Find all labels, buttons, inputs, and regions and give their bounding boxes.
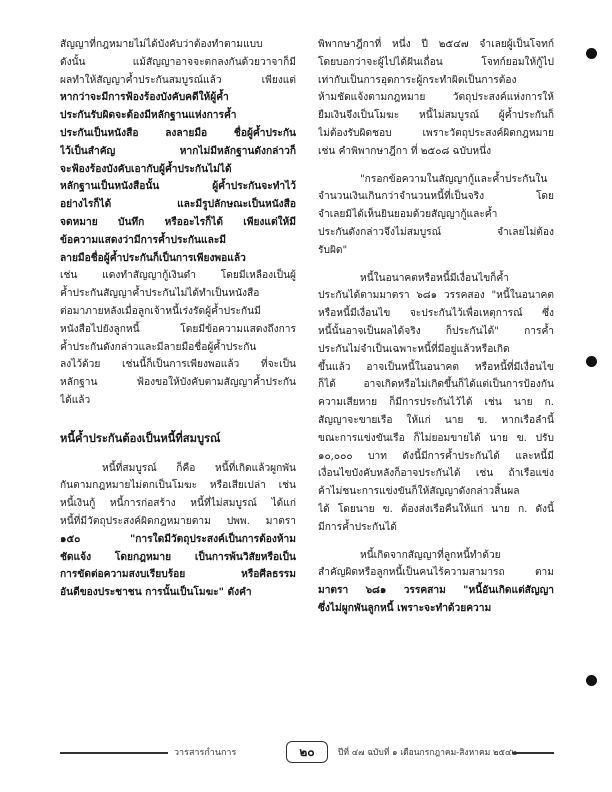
text-line: รับผิด" [318, 244, 348, 256]
text-line: สัญญาที่กฎหมายไม่ได้บังคับว่าต้องทำตามแบบ [60, 39, 263, 50]
text-line: จำเลยมิได้เห็นยินยอมด้วยสัญญากู้และค้ำ [318, 209, 498, 221]
journal-name: วารสารกำนการ [174, 748, 237, 758]
text-line: หรือหนี้มีเงื่อนไข จะประกันไว้เพื่อเหตุการณ์ ซึ่ง [318, 308, 554, 320]
text-line: เท่ากับเป็นการอุดการะผู้กระทำผิดเป็นการต้อง [318, 74, 517, 86]
text-line: ลงไว้ด้วย เช่นนี้ก็เป็นการเพียงพอแล้ว ที่จะเป็น [60, 359, 296, 371]
text-line: ประกันเป็นหนังสือ ลงลายมือ ชื่อผู้ค้ำประกัน [60, 126, 296, 139]
text-line: ผลทำให้สัญญาค้ำประกันสมบูรณ์แล้ว เพียงแต่ [60, 74, 296, 86]
quoted-judgment [318, 171, 554, 260]
binder-hole-marker [586, 675, 597, 686]
text-line: หนี้ที่มีวัตถุประสงค์ผิดกฎหมายตาม ปพพ. มาตรา [60, 515, 296, 527]
issue-info: ปีที่ ๔๗ ฉบับที่ ๑ เดือนกรกฎาคม-สิงหาคม ๒๕๔๒ [338, 748, 518, 758]
right-paragraph-3 [318, 547, 554, 618]
text-line: เช่น คำพิพากษาฎีกา ที่ ๒๕๐๘ ฉบับหนึ่ง [318, 145, 492, 157]
left-paragraph-2 [60, 460, 296, 602]
text-line: "กรอกข้อความในสัญญากู้และค้ำประกันใน [360, 173, 548, 185]
text-line: ประกันไม่จำเป็นเฉพาะหนี้ที่มีอยู่แล้วหรือเกิด [318, 343, 510, 355]
right-paragraph-1 [318, 36, 554, 161]
text-line: ไว้เป็นสำคัญ หากไม่มีหลักฐานดังกล่าวก็ [60, 144, 296, 157]
text-line: ประกันได้ตามมาตรา ๖๘๑ วรรคสอง "หนี้ในอนาคต [318, 290, 554, 302]
text-line: ลายมือชื่อผู้ค้ำประกันก็เป็นการเพียงพอแล้ว [60, 251, 246, 264]
text-line: หนี้ที่สมบูรณ์ ก็คือ หนี้ที่เกิดแล้วผูกพัน [102, 462, 296, 474]
text-line: ความเสียหาย ก็มีการประกันไว้ได้ เช่น นาย ก. [318, 397, 554, 409]
text-line: เช่น แดงทำสัญญากู้เงินดำ โดยมีเหลืองเป็นผู้ [60, 270, 296, 282]
text-line: ค้ำประกันดังกล่าวและมีลายมือชื่อผู้ค้ำประกัน [60, 341, 257, 353]
text-line: มีการค้ำประกันได้ [318, 521, 397, 533]
text-line: สำคัญผิดหรือลูกหนี้เป็นคนไร้ความสามารถ ตาม [318, 567, 554, 579]
text-line: ไม่ต้องรับผิดชอบ เพราะวัตถุประสงค์ผิดกฎหมาย [318, 127, 554, 139]
text-line: เงื่อนไขบังคับหลังก็อาจประกันได้ เช่น ถ้าเรือแข่ง [318, 468, 554, 480]
text-line: จำนวนเงินเกินกว่าจำนวนหนี้ที่เป็นจริง โดย [318, 191, 554, 203]
paragraph-gap [318, 161, 554, 171]
text-line: หนี้เงินกู้ หนี้การก่อสร้าง หนี้ที่ไม่สมบูรณ์ ได้แก่ [60, 498, 296, 510]
text-line: ได้แล้ว [60, 394, 91, 406]
text-line: ประกันดังกล่าวจึงไม่สมบูรณ์ จำเลยไม่ต้อง [318, 226, 554, 238]
binder-hole-marker [586, 356, 597, 367]
text-line: ก็ได้ อาจเกิดหรือไม่เกิดขึ้นก็ได้แต่เป็นการป้องกัน [318, 379, 554, 391]
left-paragraph-1 [60, 36, 296, 410]
text-line: อันดีของประชาชน การนั้นเป็นโมฆะ" ดังคำ [60, 586, 252, 599]
text-line: สัญญาจะขายเรือ ให้แก่ นาย ข. หากเรือลำนี้ [318, 414, 554, 426]
text-line: ยืมเงินจึงเป็นโมฆะ หนี้ไม่สมบูรณ์ ผู้ค้ำประกันก็ [318, 110, 554, 122]
text-line: จะฟ้องร้องบังคับเอากับผู้ค้ำประกันไม่ได้ [60, 162, 232, 175]
paragraph-gap [318, 260, 554, 270]
text-line: ได้ โดยนาย ข. ต้องส่งเรือคืนให้แก่ นาย ก. ดังนี้ [318, 503, 554, 515]
footer-rule [60, 752, 168, 754]
text-line: ๑๐,๐๐๐ บาท ดังนี้มีการค้ำประกันได้ และหนี้มี [318, 450, 554, 462]
text-line: ประกันรับผิดจะต้องมีหลักฐานแห่งการค้ำ [60, 109, 237, 122]
text-line: การขัดต่อความสงบเรียบร้อย หรือศีลธรรม [60, 568, 296, 581]
text-line: หนี้นั้นอาจเป็นผลได้จริง ก็ประกันได้" การค้ำ [318, 325, 554, 337]
text-line: ขึ้นแล้ว อาจเป็นหนี้ในอนาคต หรือหนี้ที่มีเงื่อนไข [318, 361, 554, 373]
page-footer [60, 741, 554, 763]
text-line: หนี้ในอนาคตหรือหนี้มีเงื่อนไขก็ค้ำ [360, 272, 509, 284]
text-line: โดยบอกว่าจะผู้ไปได้ฝันเถื่อน โจทก์ยอมให้กู้ไป [318, 56, 554, 68]
text-line: มาตรา ๖๘๑ วรรคสาม "หนี้อันเกิดแต่สัญญา [318, 584, 554, 597]
text-line: ค้ำประกันสัญญาค้ำประกันไม่ได้ทำเป็นหนังสือ [60, 288, 260, 300]
text-line: ห้ามชัดแจ้งตามกฎหมาย วัตถุประสงค์แห่งการให้ [318, 92, 554, 104]
binder-hole-marker [586, 48, 597, 59]
text-line: ๑๕๐ "การใดมีวัตถุประสงค์เป็นการต้องห้าม [60, 532, 296, 545]
text-line: ข้อความแสดงว่ามีการค้ำประกันและมี [60, 233, 227, 246]
section-heading: หนี้ค้ำประกันต้องเป็นหนี้ที่สมบูรณ์ [60, 430, 221, 445]
text-line: หลักฐาน ฟ้องขอให้บังคับตามสัญญาค้ำประกัน [60, 377, 296, 389]
text-line: พิพากษาฎีกาที่ หนึ่ง ปี ๒๕๔๗ จำเลยผู้เป็นโจทก์ [318, 39, 554, 50]
left-column [60, 36, 296, 602]
page-number: ๒๐ [286, 741, 328, 763]
text-line: กันตามกฎหมายไม่ตกเป็นโมฆะ หรือเสียเปล่า เช่น [60, 480, 296, 492]
right-column [318, 36, 554, 618]
text-line: อย่างไรก็ได้ และมีรูปลักษณะเป็นหนังสือ [60, 198, 296, 211]
text-line: ต่อมาภายหลังเมื่อลูกเจ้าหนี้เร่งรัดผู้ค้ำประกันมี [60, 305, 261, 317]
right-paragraph-2 [318, 270, 554, 537]
text-line: หนังสือไปยังลูกหนี้ โดยมีข้อความแสดงถึงการ [60, 323, 296, 335]
paragraph-gap [318, 537, 554, 547]
text-line: หลักฐานเป็นหนังสือนั้น ผู้ค้ำประกันจะทำไว้ [60, 180, 296, 193]
footer-rule [512, 752, 554, 754]
text-line: หากว่าจะมีการฟ้องร้องบังคับคดีให้ผู้ค้ำ [60, 91, 229, 104]
text-line: จดหมาย บันทึก หรืออะไรก็ได้ เพียงแต่ให้มี [60, 215, 296, 228]
text-line: ซึ่งไม่ผูกพันลูกหนี้ เพราะจะทำด้วยความ [318, 601, 492, 614]
text-line: ชัดแจ้ง โดยกฎหมาย เป็นการพ้นวิสัยหรือเป็น [60, 550, 296, 563]
text-line: ดังนั้น แม้สัญญาอาจจะตกลงกันด้วยวาจาก็มี [60, 56, 296, 68]
text-line: ขณะการแข่งขันเรือ ก็ไม่ยอมขายได้ นาย ข. ปรับ [318, 432, 554, 444]
text-line: หนี้เกิดจากสัญญาที่ลูกหนี้ทำด้วย [360, 549, 501, 561]
text-line: ค้าไม่ชนะการแข่งขันก็ให้สัญญาดังกล่าวสิ้นผล [318, 486, 520, 498]
